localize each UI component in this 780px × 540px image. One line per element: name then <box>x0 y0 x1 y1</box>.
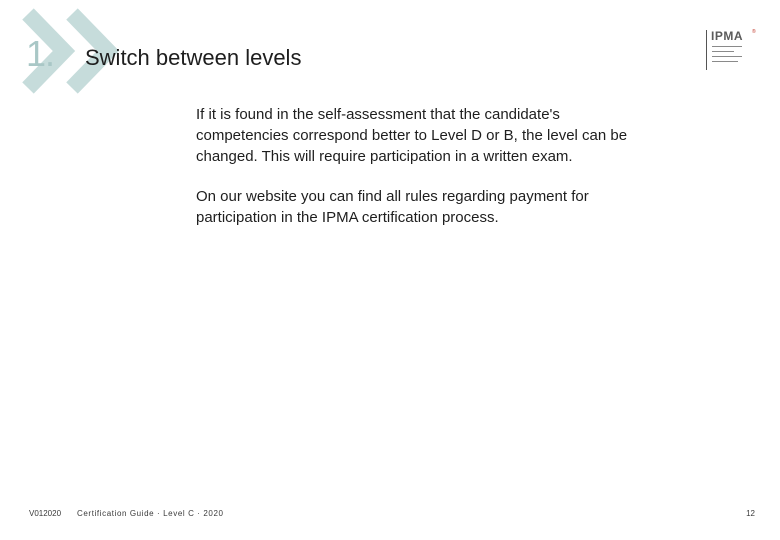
body-text <box>196 104 656 247</box>
ipma-logo <box>706 30 766 72</box>
logo-wordmark: IPMA <box>711 29 743 43</box>
section-number: 1. <box>26 33 55 74</box>
page-number: 12 <box>746 509 755 518</box>
section-title: Switch between levels <box>85 45 302 70</box>
logo-tagline-lines <box>712 46 742 66</box>
footer-version: V012020 <box>29 509 62 518</box>
logo-registered-mark: ® <box>752 29 756 35</box>
body-paragraph-payment-rules: On our website you can find all rules regarding payment for participation in the IPMA certification process. <box>196 188 589 226</box>
body-paragraph-level-change: If it is found in the self-assessment that the candidate's competencies correspond better to Level D or B, the level can be changed. This will require participation in a written exam. <box>196 106 628 165</box>
footer-guide-title: Certification Guide · Level C · 2020 <box>77 509 224 518</box>
logo-divider <box>706 30 707 70</box>
